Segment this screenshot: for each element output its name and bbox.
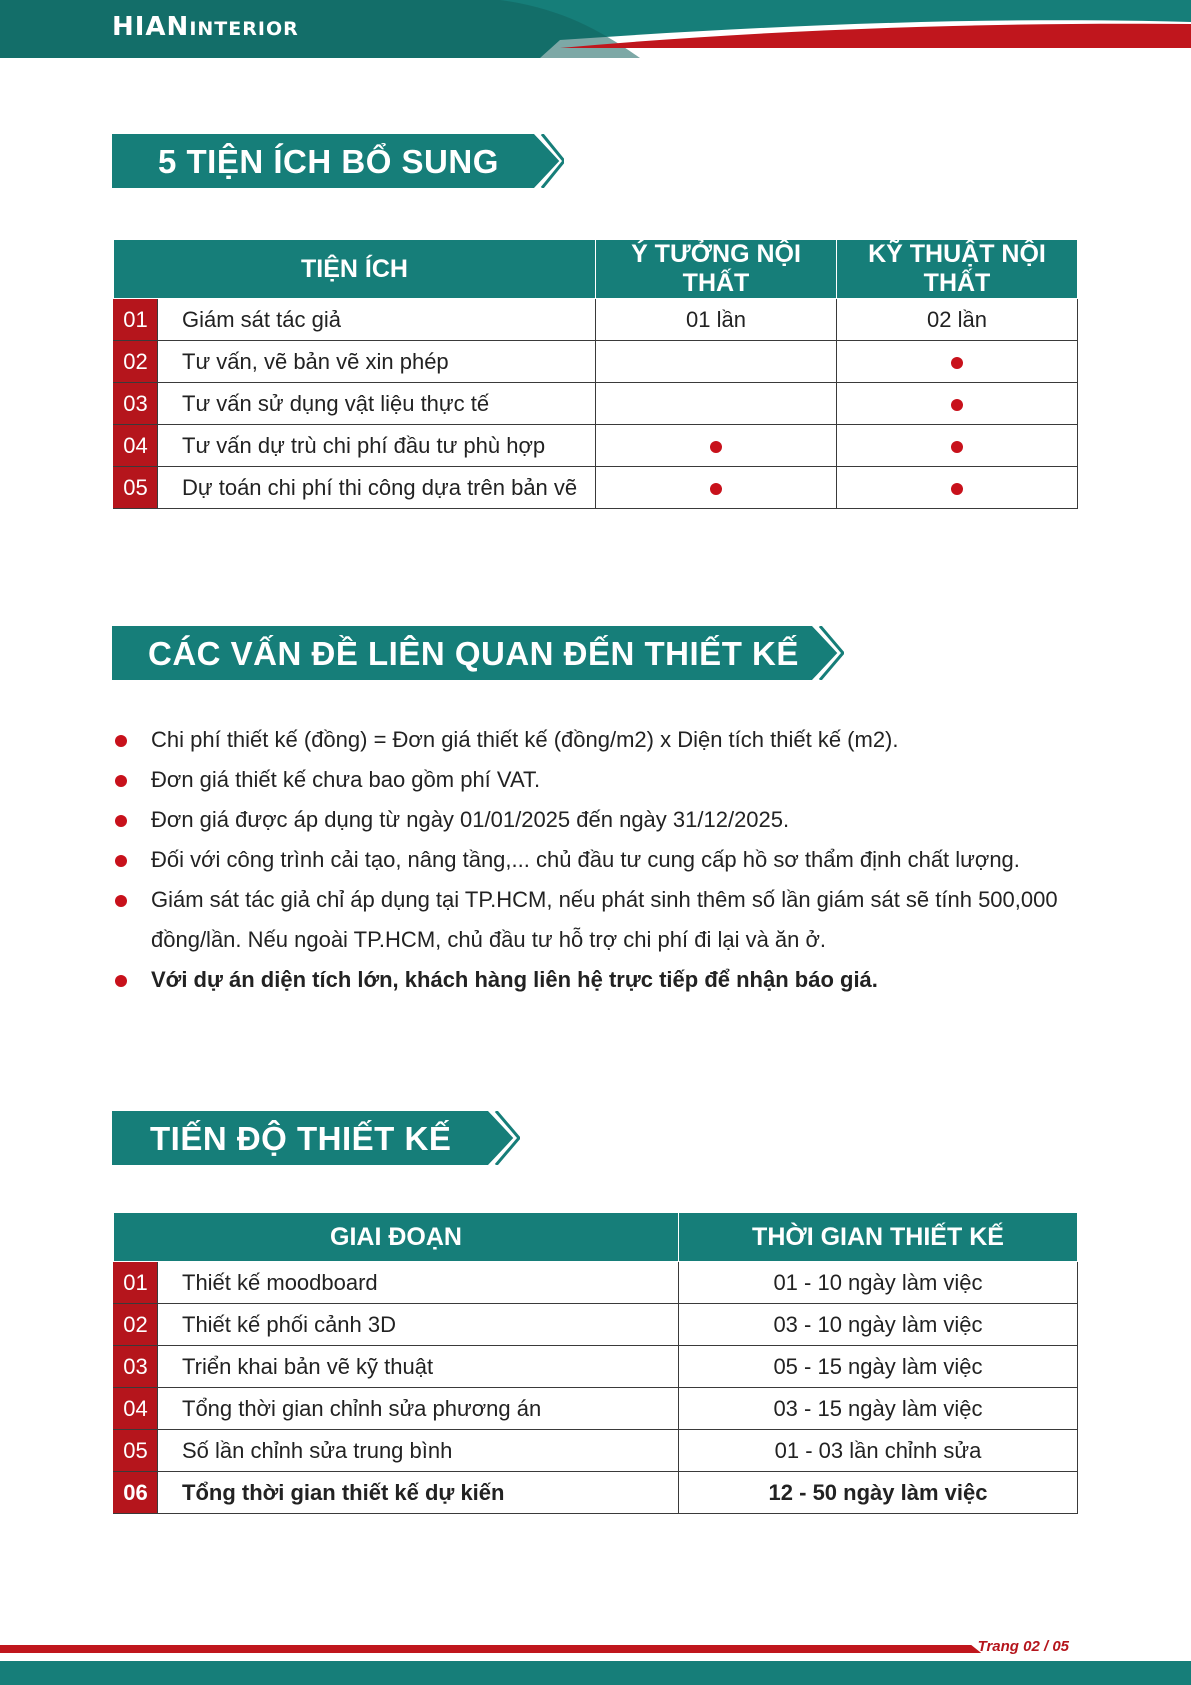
list-item: Đơn giá được áp dụng từ ngày 01/01/2025 đến ngày 31/12/2025. (113, 800, 1088, 840)
row-number: 01 (114, 299, 158, 341)
tien-ich-table (113, 239, 1078, 509)
row-number: 04 (114, 1388, 158, 1430)
row-number: 01 (114, 1262, 158, 1304)
cell-time: 12 - 50 ngày làm việc (679, 1472, 1078, 1514)
section-banner-tien-ich (112, 134, 564, 188)
cell-ky-thuat: 02 lần (837, 299, 1078, 341)
section-banner-tien-do (112, 1111, 520, 1165)
list-item: Chi phí thiết kế (đồng) = Đơn giá thiết kế (đồng/m2) x Diện tích thiết kế (m2). (113, 720, 1088, 760)
check-dot-icon (710, 441, 722, 453)
table-row (114, 1346, 1078, 1388)
row-number: 04 (114, 425, 158, 467)
cell-time: 01 - 03 lần chỉnh sửa (679, 1430, 1078, 1472)
table-row (114, 1388, 1078, 1430)
check-dot-icon (710, 483, 722, 495)
cell-y-tuong (596, 467, 837, 509)
table-row (114, 299, 1078, 341)
cell-time: 03 - 10 ngày làm việc (679, 1304, 1078, 1346)
row-number: 02 (114, 341, 158, 383)
row-label: Tư vấn sử dụng vật liệu thực tế (158, 383, 596, 425)
row-number: 02 (114, 1304, 158, 1346)
brand-logo: HIANINTERIOR (112, 12, 299, 42)
row-number: 05 (114, 1430, 158, 1472)
row-number: 06 (114, 1472, 158, 1514)
check-dot-icon (951, 399, 963, 411)
cell-ky-thuat (837, 425, 1078, 467)
table-header-row (114, 240, 1078, 299)
cell-y-tuong (596, 383, 837, 425)
bullet-dot-icon (115, 855, 127, 867)
bullet-dot-icon (115, 815, 127, 827)
cell-ky-thuat (837, 383, 1078, 425)
check-dot-icon (951, 441, 963, 453)
bullet-dot-icon (115, 895, 127, 907)
cell-ky-thuat (837, 341, 1078, 383)
col-header-giai-doan: GIAI ĐOẠN (114, 1213, 679, 1262)
row-label: Thiết kế moodboard (158, 1262, 679, 1304)
row-number: 03 (114, 1346, 158, 1388)
table-row-total (114, 1472, 1078, 1514)
page-number: Trang 02 / 05 (977, 1638, 1069, 1655)
table-header-row (114, 1213, 1078, 1262)
design-notes-list (113, 720, 1088, 1000)
cell-time: 03 - 15 ngày làm việc (679, 1388, 1078, 1430)
table-row (114, 341, 1078, 383)
cell-y-tuong (596, 425, 837, 467)
list-item: Đối với công trình cải tạo, nâng tầng,... chủ đầu tư cung cấp hồ sơ thẩm định chất lượng. (113, 840, 1088, 880)
section-title: 5 TIỆN ÍCH BỔ SUNG (158, 143, 499, 180)
row-label: Số lần chỉnh sửa trung bình (158, 1430, 679, 1472)
table-row (114, 1430, 1078, 1472)
row-label: Tổng thời gian chỉnh sửa phương án (158, 1388, 679, 1430)
cell-y-tuong (596, 341, 837, 383)
bullet-dot-icon (115, 735, 127, 747)
row-label: Tư vấn, vẽ bản vẽ xin phép (158, 341, 596, 383)
row-label: Tư vấn dự trù chi phí đầu tư phù hợp (158, 425, 596, 467)
table-row (114, 383, 1078, 425)
cell-time: 01 - 10 ngày làm việc (679, 1262, 1078, 1304)
section-title: CÁC VẤN ĐỀ LIÊN QUAN ĐẾN THIẾT KẾ (148, 635, 799, 672)
row-label: Triển khai bản vẽ kỹ thuật (158, 1346, 679, 1388)
tien-do-table (113, 1212, 1078, 1514)
list-item: Với dự án diện tích lớn, khách hàng liên hệ trực tiếp để nhận báo giá. (113, 960, 1088, 1000)
cell-time: 05 - 15 ngày làm việc (679, 1346, 1078, 1388)
bullet-dot-icon (115, 975, 127, 987)
page-header (0, 0, 1191, 58)
bullet-dot-icon (115, 775, 127, 787)
col-header-tien-ich: TIỆN ÍCH (114, 240, 596, 299)
list-item: Giám sát tác giả chỉ áp dụng tại TP.HCM, nếu phát sinh thêm số lần giám sát sẽ tính 500,000 đồng/lần. Nếu ngoài TP.HCM, chủ đầu tư hỗ trợ chi phí đi lại và ăn ở. (113, 880, 1088, 960)
section-title: TIẾN ĐỘ THIẾT KẾ (150, 1120, 452, 1157)
row-label: Giám sát tác giả (158, 299, 596, 341)
row-label: Dự toán chi phí thi công dựa trên bản vẽ (158, 467, 596, 509)
table-row (114, 1262, 1078, 1304)
table-row (114, 1304, 1078, 1346)
col-header-thoi-gian: THỜI GIAN THIẾT KẾ (679, 1213, 1078, 1262)
check-dot-icon (951, 483, 963, 495)
row-number: 03 (114, 383, 158, 425)
row-label: Tổng thời gian thiết kế dự kiến (158, 1472, 679, 1514)
section-banner-van-de (112, 626, 844, 680)
row-number: 05 (114, 467, 158, 509)
col-header-ky-thuat: KỸ THUẬT NỘI THẤT (837, 240, 1078, 299)
check-dot-icon (951, 357, 963, 369)
row-label: Thiết kế phối cảnh 3D (158, 1304, 679, 1346)
table-row (114, 425, 1078, 467)
cell-y-tuong: 01 lần (596, 299, 837, 341)
table-row (114, 467, 1078, 509)
list-item: Đơn giá thiết kế chưa bao gồm phí VAT. (113, 760, 1088, 800)
cell-ky-thuat (837, 467, 1078, 509)
col-header-y-tuong: Ý TƯỞNG NỘI THẤT (596, 240, 837, 299)
